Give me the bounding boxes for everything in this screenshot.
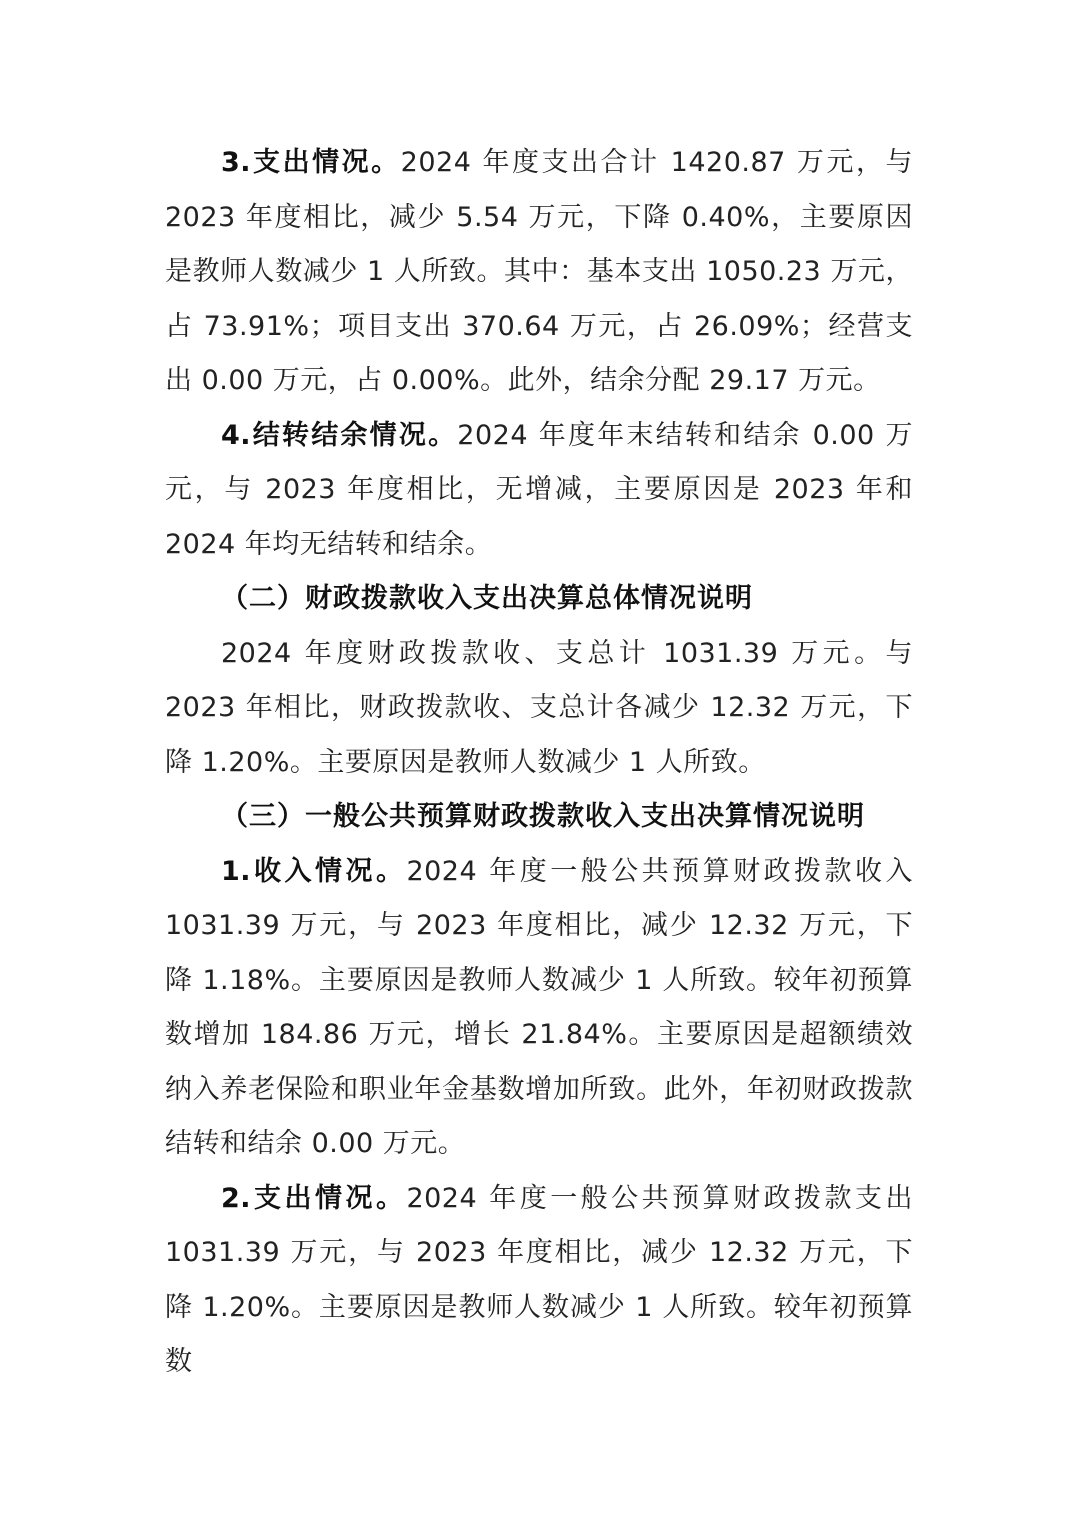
paragraph-carryover — [165, 409, 913, 573]
paragraph-lead: 1.收入情况。 — [221, 855, 407, 887]
paragraph-lead: 3.支出情况。 — [221, 147, 401, 178]
paragraph-body: 2024 年度支出合计 1420.87 万元，与 2023 年度相比，减少 5.54 万元，下降 0.40%，主要原因是教师人数减少 1 人所致。其中：基本支出 1050.23 万元，占 73.91%；项目支出 370.64 万元，占 26.09%；经营支出 0.00 万元，占 0.00%。此外，结余分配 29.17 万元。 — [165, 147, 913, 396]
paragraph-body: 2024 年度一般公共预算财政拨款收入 1031.39 万元，与 2023 年度相比，减少 12.32 万元，下降 1.18%。主要原因是教师人数减少 1 人所致。较年初预算数增加 184.86 万元，增长 21.84%。主要原因是超额绩效纳入养老保险和职业年金基数增加所致。此外，年初财政拨款结转和结余 0.00 万元。 — [165, 855, 914, 1159]
paragraph-expenditure — [165, 136, 913, 409]
document-page — [165, 136, 913, 1390]
section-heading-2: （二）财政拨款收入支出决算总体情况说明 — [221, 583, 753, 614]
paragraph-body: 2024 年度一般公共预算财政拨款支出 1031.39 万元，与 2023 年度相比，减少 12.32 万元，下降 1.20%。主要原因是教师人数减少 1 人所致。较年初预算数 — [165, 1182, 914, 1377]
section-heading-3: （三）一般公共预算财政拨款收入支出决算情况说明 — [221, 801, 865, 832]
paragraph-body: 2024 年度年末结转和结余 0.00 万元，与 2023 年度相比，无增减，主要原因是 2023 年和 2024 年均无结转和结余。 — [165, 419, 913, 560]
paragraph-income — [165, 845, 913, 1172]
paragraph-body: 2024 年度财政拨款收、支总计 1031.39 万元。与 2023 年相比，财政拨款收、支总计各减少 12.32 万元，下降 1.20%。主要原因是教师人数减少 1 人所致。 — [165, 637, 913, 778]
paragraph-general-expenditure — [165, 1172, 913, 1390]
paragraph-lead: 2.支出情况。 — [221, 1182, 407, 1214]
paragraph-fiscal-overall — [165, 627, 913, 791]
paragraph-lead: 4.结转结余情况。 — [221, 419, 458, 451]
